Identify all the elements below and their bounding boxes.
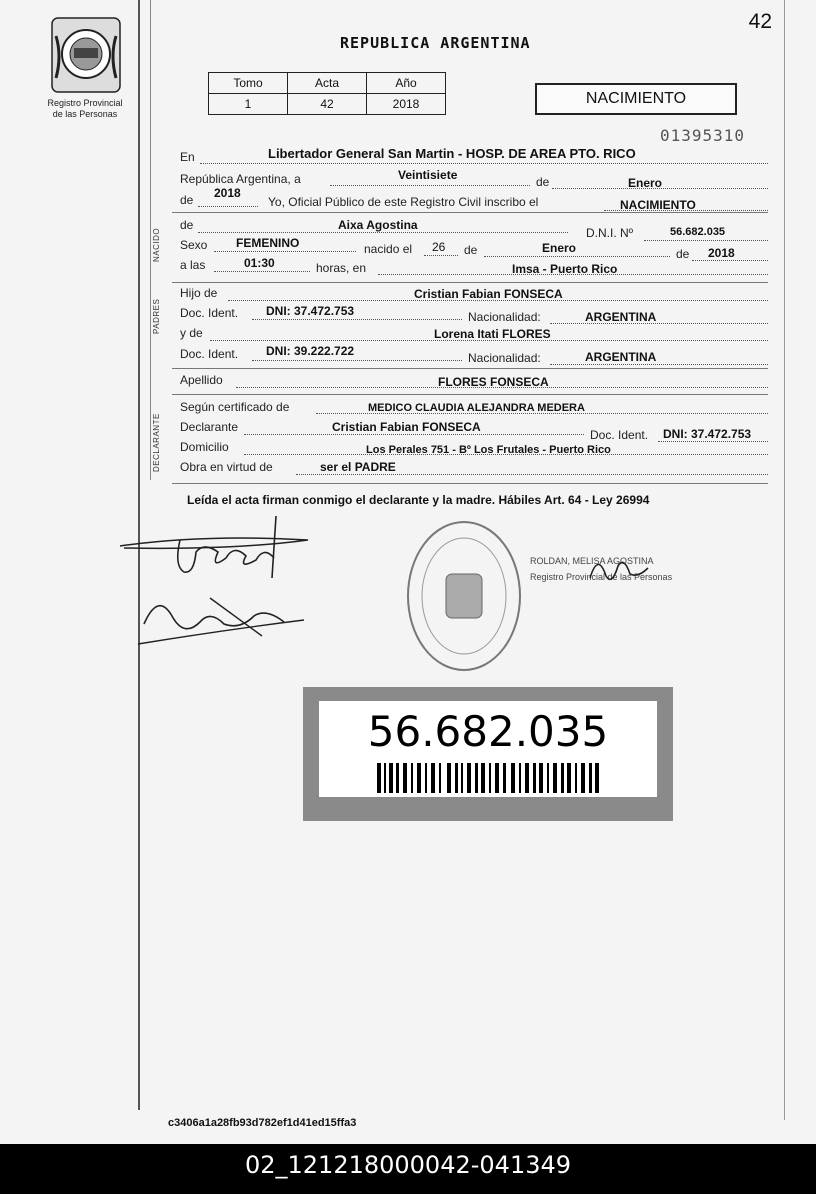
a-las-label: a las bbox=[180, 258, 206, 272]
provincial-seal-logo bbox=[48, 16, 124, 74]
en-value: Libertador General San Martin - HOSP. DE AREA PTO. RICO bbox=[268, 146, 636, 161]
madre-doc-label: Doc. Ident. bbox=[180, 347, 239, 361]
page-number: 42 bbox=[748, 10, 772, 33]
en-label: En bbox=[180, 150, 195, 164]
register-table bbox=[208, 72, 446, 115]
dia-dots bbox=[424, 255, 458, 256]
obra-label: Obra en virtud de bbox=[180, 460, 273, 474]
year-value: 2018 bbox=[214, 186, 241, 200]
apellido-value: FLORES FONSECA bbox=[438, 375, 549, 389]
register-value-acta: 42 bbox=[288, 94, 367, 115]
certificado-value: MEDICO CLAUDIA ALEJANDRA MEDERA bbox=[368, 402, 585, 414]
dni-dots bbox=[644, 240, 768, 241]
padre-nacionalidad-label: Nacionalidad: bbox=[468, 310, 541, 324]
declarante-dots bbox=[244, 434, 584, 435]
horas-en-label: horas, en bbox=[316, 261, 367, 275]
register-value-anio: 2018 bbox=[367, 94, 446, 115]
dni-value: 56.682.035 bbox=[670, 226, 726, 238]
side-label-nacido: NACIDO bbox=[152, 227, 161, 262]
mes-dots bbox=[484, 256, 670, 257]
nacido-de-label-2: de bbox=[464, 243, 478, 257]
nacido-el-label: nacido el bbox=[364, 242, 413, 256]
logo-caption-line1: Registro Provincial bbox=[47, 98, 123, 108]
padre-value: Cristian Fabian FONSECA bbox=[414, 287, 563, 301]
logo-caption bbox=[30, 98, 140, 120]
separator-declarante-top bbox=[172, 394, 768, 395]
dia-value: 26 bbox=[432, 240, 446, 254]
declarante-doc-label: Doc. Ident. bbox=[590, 428, 649, 442]
signature-declarante bbox=[114, 512, 314, 657]
footer-id-bar: 02_121218000042-041349 bbox=[0, 1144, 816, 1194]
separator-nacido-top bbox=[172, 212, 768, 213]
declarante-dni-dots bbox=[658, 441, 768, 442]
padre-dni-dots bbox=[252, 319, 462, 320]
section-margin-line bbox=[150, 0, 151, 480]
madre-nacionalidad-dots bbox=[550, 364, 768, 365]
madre-dni-value: DNI: 39.222.722 bbox=[266, 344, 355, 358]
signature-official bbox=[584, 548, 654, 588]
padre-doc-label: Doc. Ident. bbox=[180, 306, 239, 320]
domicilio-value: Los Perales 751 - Bº Los Frutales - Puerto Rico bbox=[366, 444, 611, 456]
padre-nacionalidad-dots bbox=[550, 323, 768, 324]
sexo-label: Sexo bbox=[180, 238, 208, 252]
madre-nacionalidad-value: ARGENTINA bbox=[585, 350, 657, 364]
nombre-value: Aixa Agostina bbox=[338, 218, 418, 232]
de-label-2: de bbox=[180, 193, 194, 207]
separator-nota-top bbox=[172, 483, 768, 484]
official-round-stamp bbox=[402, 516, 526, 676]
nacido-de-label: de bbox=[180, 218, 194, 232]
declarante-label: Declarante bbox=[180, 420, 239, 434]
stamp-line1: ROLDAN, MELISA AGOSTINA bbox=[530, 556, 654, 566]
stamp-line2: Registro Provincial de las Personas bbox=[530, 572, 673, 582]
barcode-number: 56.682.035 bbox=[367, 707, 609, 756]
en-dots bbox=[200, 163, 768, 164]
padre-dni-value: DNI: 37.472.753 bbox=[266, 304, 355, 318]
register-table-value-row bbox=[209, 94, 446, 115]
domicilio-label: Domicilio bbox=[180, 440, 229, 454]
separator-padres-top bbox=[172, 282, 768, 283]
register-header-anio: Año bbox=[367, 73, 446, 94]
declarante-value: Cristian Fabian FONSECA bbox=[332, 420, 481, 434]
anio-value: 2018 bbox=[708, 246, 735, 260]
serial-number: 01395310 bbox=[660, 126, 746, 145]
month-text: Enero bbox=[628, 176, 663, 190]
side-label-declarante: DECLARANTE bbox=[152, 413, 161, 472]
padre-nacionalidad-value: ARGENTINA bbox=[585, 310, 657, 324]
declarante-dni-value: DNI: 37.472.753 bbox=[663, 427, 752, 441]
nombre-dots bbox=[198, 232, 568, 233]
barcode-bars bbox=[377, 763, 599, 793]
de-label-1: de bbox=[536, 175, 550, 189]
document-title: REPUBLICA ARGENTINA bbox=[340, 34, 531, 52]
madre-value: Lorena Itati FLORES bbox=[434, 327, 551, 341]
sexo-dots bbox=[214, 251, 356, 252]
dni-label: D.N.I. Nº bbox=[586, 226, 634, 240]
barcode-sticker bbox=[303, 687, 673, 821]
hijo-de-label: Hijo de bbox=[180, 286, 218, 300]
inscripcion-value: NACIMIENTO bbox=[620, 198, 696, 212]
obra-value: ser el PADRE bbox=[320, 460, 396, 474]
register-header-tomo: Tomo bbox=[209, 73, 288, 94]
y-de-label: y de bbox=[180, 326, 203, 340]
document-type-box: NACIMIENTO bbox=[535, 83, 737, 115]
day-dots bbox=[330, 185, 530, 186]
sexo-value: FEMENINO bbox=[236, 236, 300, 250]
oficial-text: Yo, Oficial Público de este Registro Civil inscribo el bbox=[268, 195, 539, 209]
register-value-tomo: 1 bbox=[209, 94, 288, 115]
mes-value: Enero bbox=[542, 241, 577, 255]
certificado-label: Según certificado de bbox=[180, 400, 290, 414]
separator-apellido-top bbox=[172, 368, 768, 369]
closing-note: Leída el acta firman conmigo el declarante y la madre. Hábiles Art. 64 - Ley 26994 bbox=[187, 493, 650, 507]
document-hash: c3406a1a28fb93d782ef1d41ed15ffa3 bbox=[168, 1117, 357, 1129]
apellido-label: Apellido bbox=[180, 373, 223, 387]
day-text: Veintisiete bbox=[398, 168, 458, 182]
nacido-de-label-3: de bbox=[676, 247, 690, 261]
lugar-value: Imsa - Puerto Rico bbox=[512, 262, 618, 276]
register-table-header-row bbox=[209, 73, 446, 94]
anio-dots bbox=[692, 260, 768, 261]
republica-label: República Argentina, a bbox=[180, 172, 301, 186]
register-header-acta: Acta bbox=[288, 73, 367, 94]
obra-dots bbox=[296, 474, 768, 475]
year-dots bbox=[198, 206, 258, 207]
side-label-padres: PADRES bbox=[152, 298, 161, 334]
logo-caption-line2: de las Personas bbox=[52, 109, 118, 119]
madre-dni-dots bbox=[252, 360, 462, 361]
madre-nacionalidad-label: Nacionalidad: bbox=[468, 351, 541, 365]
hora-value: 01:30 bbox=[244, 256, 275, 270]
hora-dots bbox=[214, 271, 310, 272]
barcode-label bbox=[319, 701, 657, 797]
right-edge-line bbox=[784, 0, 785, 1120]
